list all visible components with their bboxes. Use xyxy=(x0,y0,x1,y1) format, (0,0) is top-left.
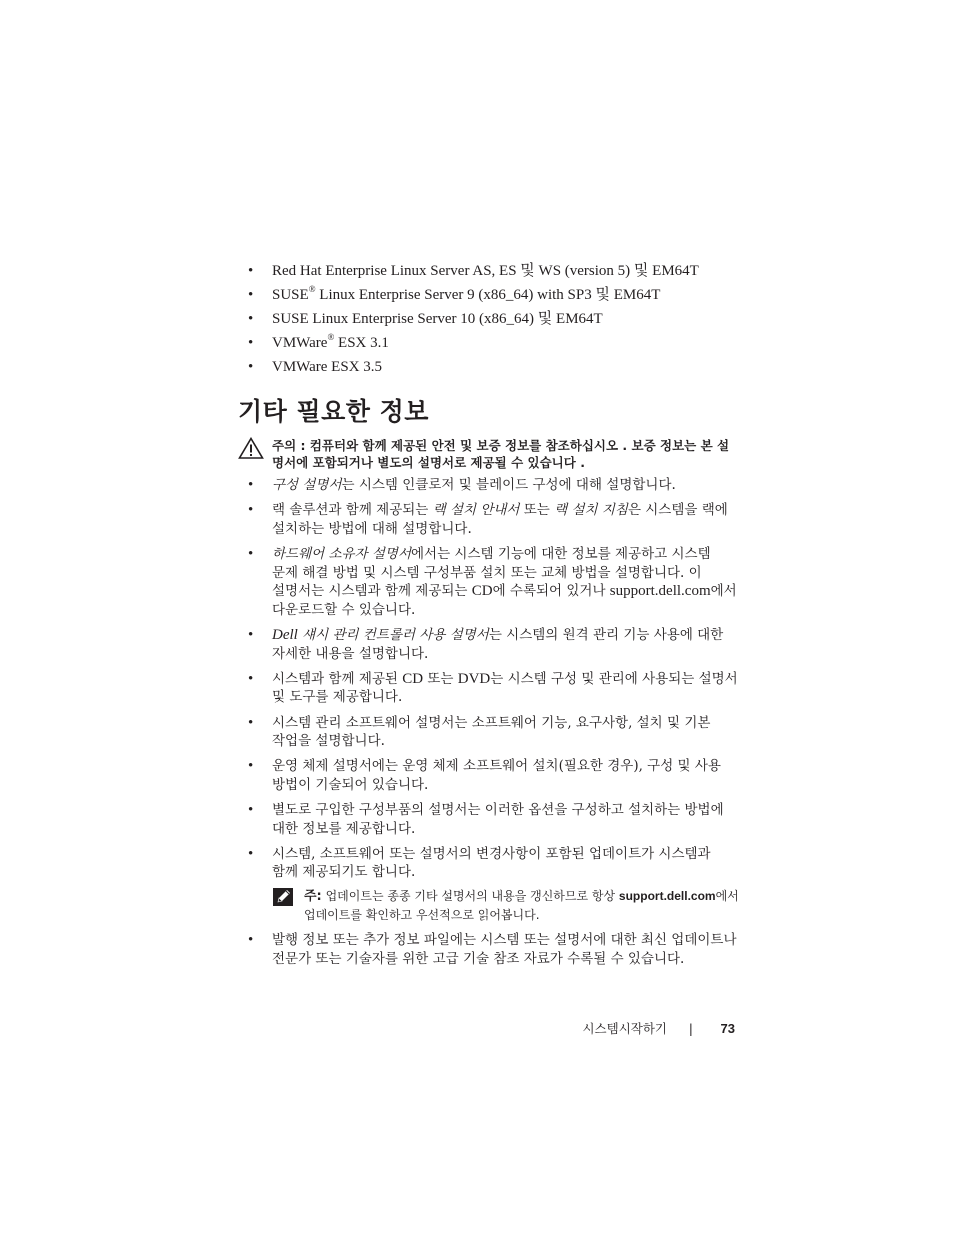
page-number: 73 xyxy=(720,1021,735,1036)
bullet: • xyxy=(248,311,254,327)
bullet: • xyxy=(248,359,254,375)
bullet: • xyxy=(248,714,254,731)
os-name-prefix: VMWare xyxy=(272,335,328,351)
os-name: SUSE Linux Enterprise Server 10 (x86_64) 및 EM64T xyxy=(272,311,603,327)
list-item xyxy=(248,626,740,663)
footer-separator: | xyxy=(688,1021,693,1036)
item-text: 운영 체제 설명서에는 운영 체제 소프트웨어 설치(필요한 경우), 구성 및 사용 방법이 기술되어 있습니다. xyxy=(272,758,721,793)
documentation-list xyxy=(248,476,740,975)
item-text: 시스템, 소프트웨어 또는 설명서의 변경사항이 포함된 업데이트가 시스템과 함께 제공되기도 합니다. xyxy=(272,845,711,881)
list-item xyxy=(248,931,740,968)
bullet: • xyxy=(248,287,254,303)
bullet: • xyxy=(248,477,254,493)
supported-os-list xyxy=(248,259,748,379)
bullet: • xyxy=(248,802,254,819)
doc-title: 랙 설치 안내서 xyxy=(432,502,520,519)
note-text: 업데이트는 종종 기타 설명서의 내용을 갱신하므로 항상 xyxy=(321,888,619,903)
item-text: 는 시스템의 원격 관리 기능 사용에 대한 자세한 내용을 설명합니다. xyxy=(272,626,724,662)
item-text: 에서 다운로드할 수 있습니다. xyxy=(272,583,737,618)
os-name-prefix: SUSE xyxy=(272,287,309,303)
item-text: DVD xyxy=(457,670,491,687)
list-item xyxy=(248,714,740,751)
list-item xyxy=(248,845,740,882)
item-text: 시스템 관리 소프트웨어 설명서는 소프트웨어 기능, 요구사항, 설치 및 기본 작업을 설명합니다. xyxy=(272,714,711,750)
list-item xyxy=(248,355,748,379)
item-text: 는 시스템 구성 및 관리에 사용되는 설명서 및 도구를 제공합니다. xyxy=(272,670,738,706)
item-text: 또는 xyxy=(519,502,555,519)
list-item xyxy=(248,476,740,495)
list-item xyxy=(248,283,748,307)
doc-title: Dell xyxy=(272,626,298,643)
bullet: • xyxy=(248,545,254,562)
item-text: 은 시스템을 랙에 설치하는 방법에 대해 설명합니다. xyxy=(272,502,728,537)
bullet: • xyxy=(248,502,254,519)
registered-mark: ® xyxy=(308,284,316,294)
item-text: 는 시스템 인클로저 및 블레이드 구성에 대해 설명합니다. xyxy=(341,477,676,493)
section-heading: 기타 필요한 정보 xyxy=(238,397,429,426)
item-text: 또는 xyxy=(423,670,458,687)
os-name: Red Hat Enterprise Linux Server AS, ES 및 WS (version 5) 및 EM64T xyxy=(272,263,699,279)
doc-title: 구성 설명서 xyxy=(272,477,342,493)
caution-text: 주의 : 컴퓨터와 함께 제공된 안전 및 보증 정보를 참조하십시오 . 보증 정보는 본 설명서에 포함되거나 별도의 설명서로 제공될 수 있습니다 . xyxy=(272,438,730,470)
os-name: VMWare ESX 3.5 xyxy=(272,359,383,375)
list-item xyxy=(248,545,740,619)
item-text: 시스템과 함께 제공된 xyxy=(272,670,403,687)
item-text: CD xyxy=(471,583,493,600)
bullet: • xyxy=(248,263,254,279)
os-name-suffix: Linux Enterprise Server 9 (x86_64) with SP3 및 EM64T xyxy=(315,287,661,303)
list-item xyxy=(248,501,740,538)
footer-chapter-title: 시스템시작하기 xyxy=(582,1021,667,1036)
bullet: • xyxy=(248,758,254,775)
pencil-note-icon xyxy=(272,887,294,907)
list-item xyxy=(248,670,740,707)
bullet: • xyxy=(248,845,254,862)
page-footer xyxy=(520,1019,735,1039)
item-text: 별도로 구입한 구성부품의 설명서는 이러한 옵션을 구성하고 설치하는 방법에 대한 정보를 제공합니다. xyxy=(272,802,724,837)
list-item xyxy=(248,307,748,331)
note-text: 에서 업데이트를 확인하고 우선적으로 읽어봅니다. xyxy=(304,888,739,923)
note-label: 주: xyxy=(304,888,322,904)
item-text: 발행 정보 또는 추가 정보 파일에는 시스템 또는 설명서에 대한 최신 업데이트나 전문가 또는 기술자를 위한 고급 기술 참조 자료가 수록될 수 있습니다. xyxy=(272,932,737,967)
registered-mark: ® xyxy=(327,332,335,342)
doc-title: 하드웨어 소유자 설명서 xyxy=(272,545,411,562)
note-box xyxy=(272,887,740,925)
item-text: CD xyxy=(402,670,424,687)
support-url: support.dell.com xyxy=(618,888,716,903)
os-name-suffix: ESX 3.1 xyxy=(334,335,389,351)
item-text: 랙 솔루션과 함께 제공되는 xyxy=(272,502,433,519)
warning-triangle-icon xyxy=(238,437,264,459)
bullet: • xyxy=(248,670,254,687)
list-item xyxy=(248,801,740,838)
item-text: 에 수록되어 있거나 xyxy=(492,583,610,600)
list-item xyxy=(248,259,748,283)
list-item xyxy=(248,331,748,355)
doc-title: 섀시 관리 컨트롤러 사용 설명서 xyxy=(297,626,489,643)
list-item xyxy=(248,757,740,794)
support-url: support.dell.com xyxy=(609,583,711,600)
item-text: 에서는 시스템 기능에 대한 정보를 제공하고 시스템 문제 해결 방법 및 시스템 구성부품 설치 또는 교체 방법을 설명합니다. 이 설명서는 시스템과 함께 제공되는 xyxy=(272,545,711,600)
bullet: • xyxy=(248,335,254,351)
bullet: • xyxy=(248,626,254,643)
bullet: • xyxy=(248,932,254,949)
doc-title: 랙 설치 지침 xyxy=(554,502,628,519)
